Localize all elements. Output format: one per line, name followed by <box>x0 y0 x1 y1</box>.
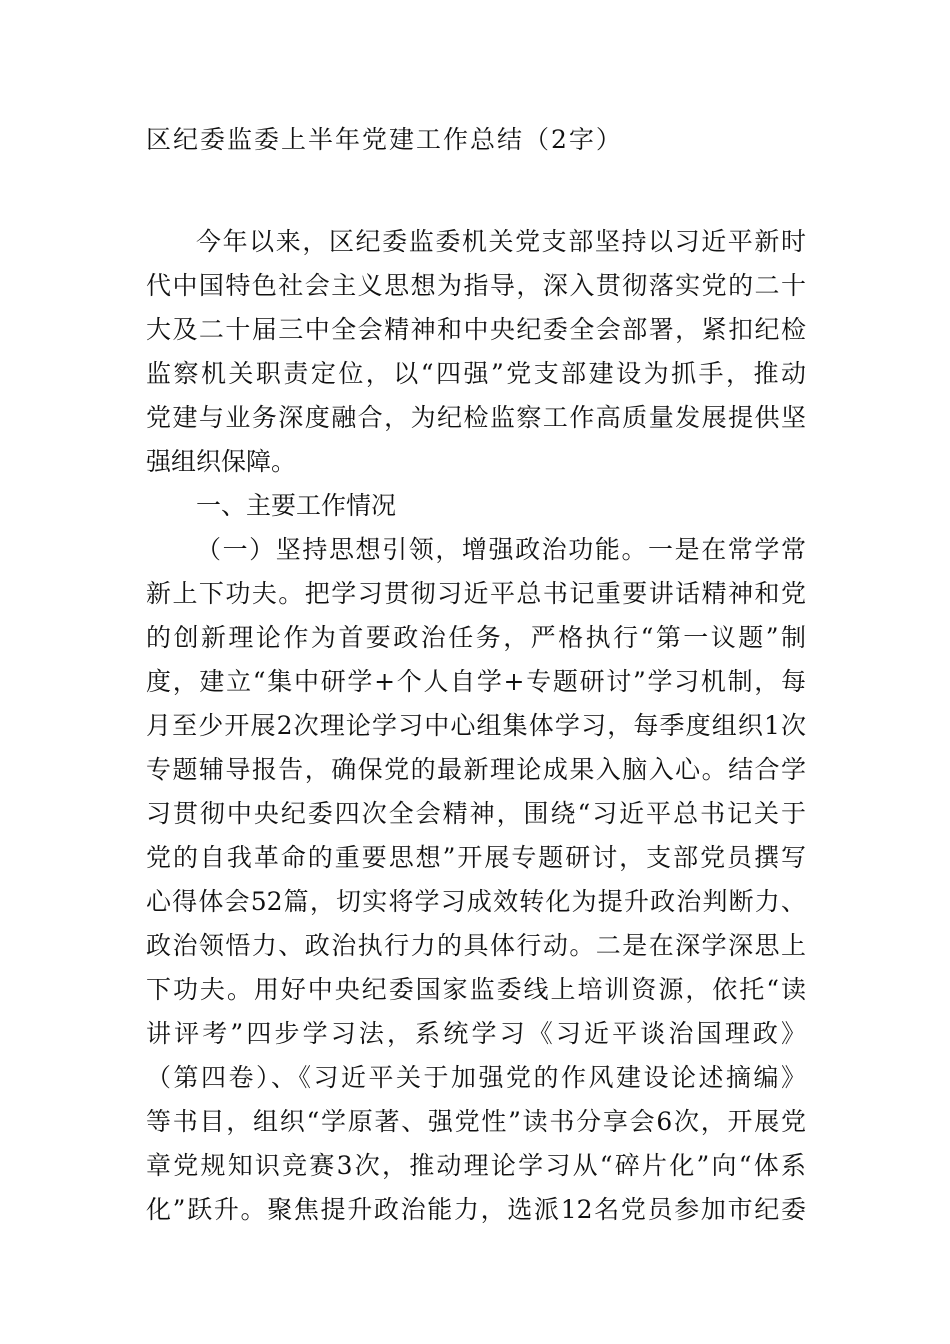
section-heading: 一、主要工作情况 <box>196 491 397 520</box>
paragraph-line: 下功夫。用好中央纪委国家监委线上培训资源，依托“读 <box>146 975 806 1004</box>
paragraph-line: （第四卷）、《习近平关于加强党的作风建设论述摘编》 <box>146 1063 806 1092</box>
paragraph-line: 习贯彻中央纪委四次全会精神，围绕“习近平总书记关于 <box>146 799 806 828</box>
paragraph-line: 讲评考”四步学习法，系统学习《习近平谈治国理政》 <box>146 1019 806 1048</box>
paragraph-line: 等书目，组织“学原著、强党性”读书分享会6次，开展党 <box>146 1107 806 1136</box>
paragraph-line: 强组织保障。 <box>146 447 297 476</box>
paragraph-line: 代中国特色社会主义思想为指导，深入贯彻落实党的二十 <box>146 271 806 300</box>
document-title: 区纪委监委上半年党建工作总结（2字） <box>146 125 623 154</box>
paragraph-line: 监察机关职责定位，以“四强”党支部建设为抓手，推动 <box>146 359 806 388</box>
paragraph-line: 心得体会52篇，切实将学习成效转化为提升政治判断力、 <box>146 887 806 916</box>
paragraph-line: （一）坚持思想引领，增强政治功能。一是在常学常 <box>196 535 806 564</box>
paragraph-line: 大及二十届三中全会精神和中央纪委全会部署，紧扣纪检 <box>146 315 806 344</box>
paragraph-line: 月至少开展2次理论学习中心组集体学习，每季度组织1次 <box>146 711 806 740</box>
paragraph-line: 章党规知识竞赛3次，推动理论学习从“碎片化”向“体系 <box>146 1151 806 1180</box>
paragraph-line: 度，建立“集中研学+个人自学+专题研讨”学习机制，每 <box>146 667 806 696</box>
paragraph-line: 今年以来，区纪委监委机关党支部坚持以习近平新时 <box>196 227 806 256</box>
paragraph-line: 化”跃升。聚焦提升政治能力，选派12名党员参加市纪委 <box>146 1195 806 1224</box>
paragraph-line: 政治领悟力、政治执行力的具体行动。二是在深学深思上 <box>146 931 806 960</box>
paragraph-line: 党的自我革命的重要思想”开展专题研讨，支部党员撰写 <box>146 843 806 872</box>
paragraph-line: 新上下功夫。把学习贯彻习近平总书记重要讲话精神和党 <box>146 579 806 608</box>
paragraph-line: 的创新理论作为首要政治任务，严格执行“第一议题”制 <box>146 623 806 652</box>
paragraph-line: 党建与业务深度融合，为纪检监察工作高质量发展提供坚 <box>146 403 806 432</box>
paragraph-line: 专题辅导报告，确保党的最新理论成果入脑入心。结合学 <box>146 755 806 784</box>
